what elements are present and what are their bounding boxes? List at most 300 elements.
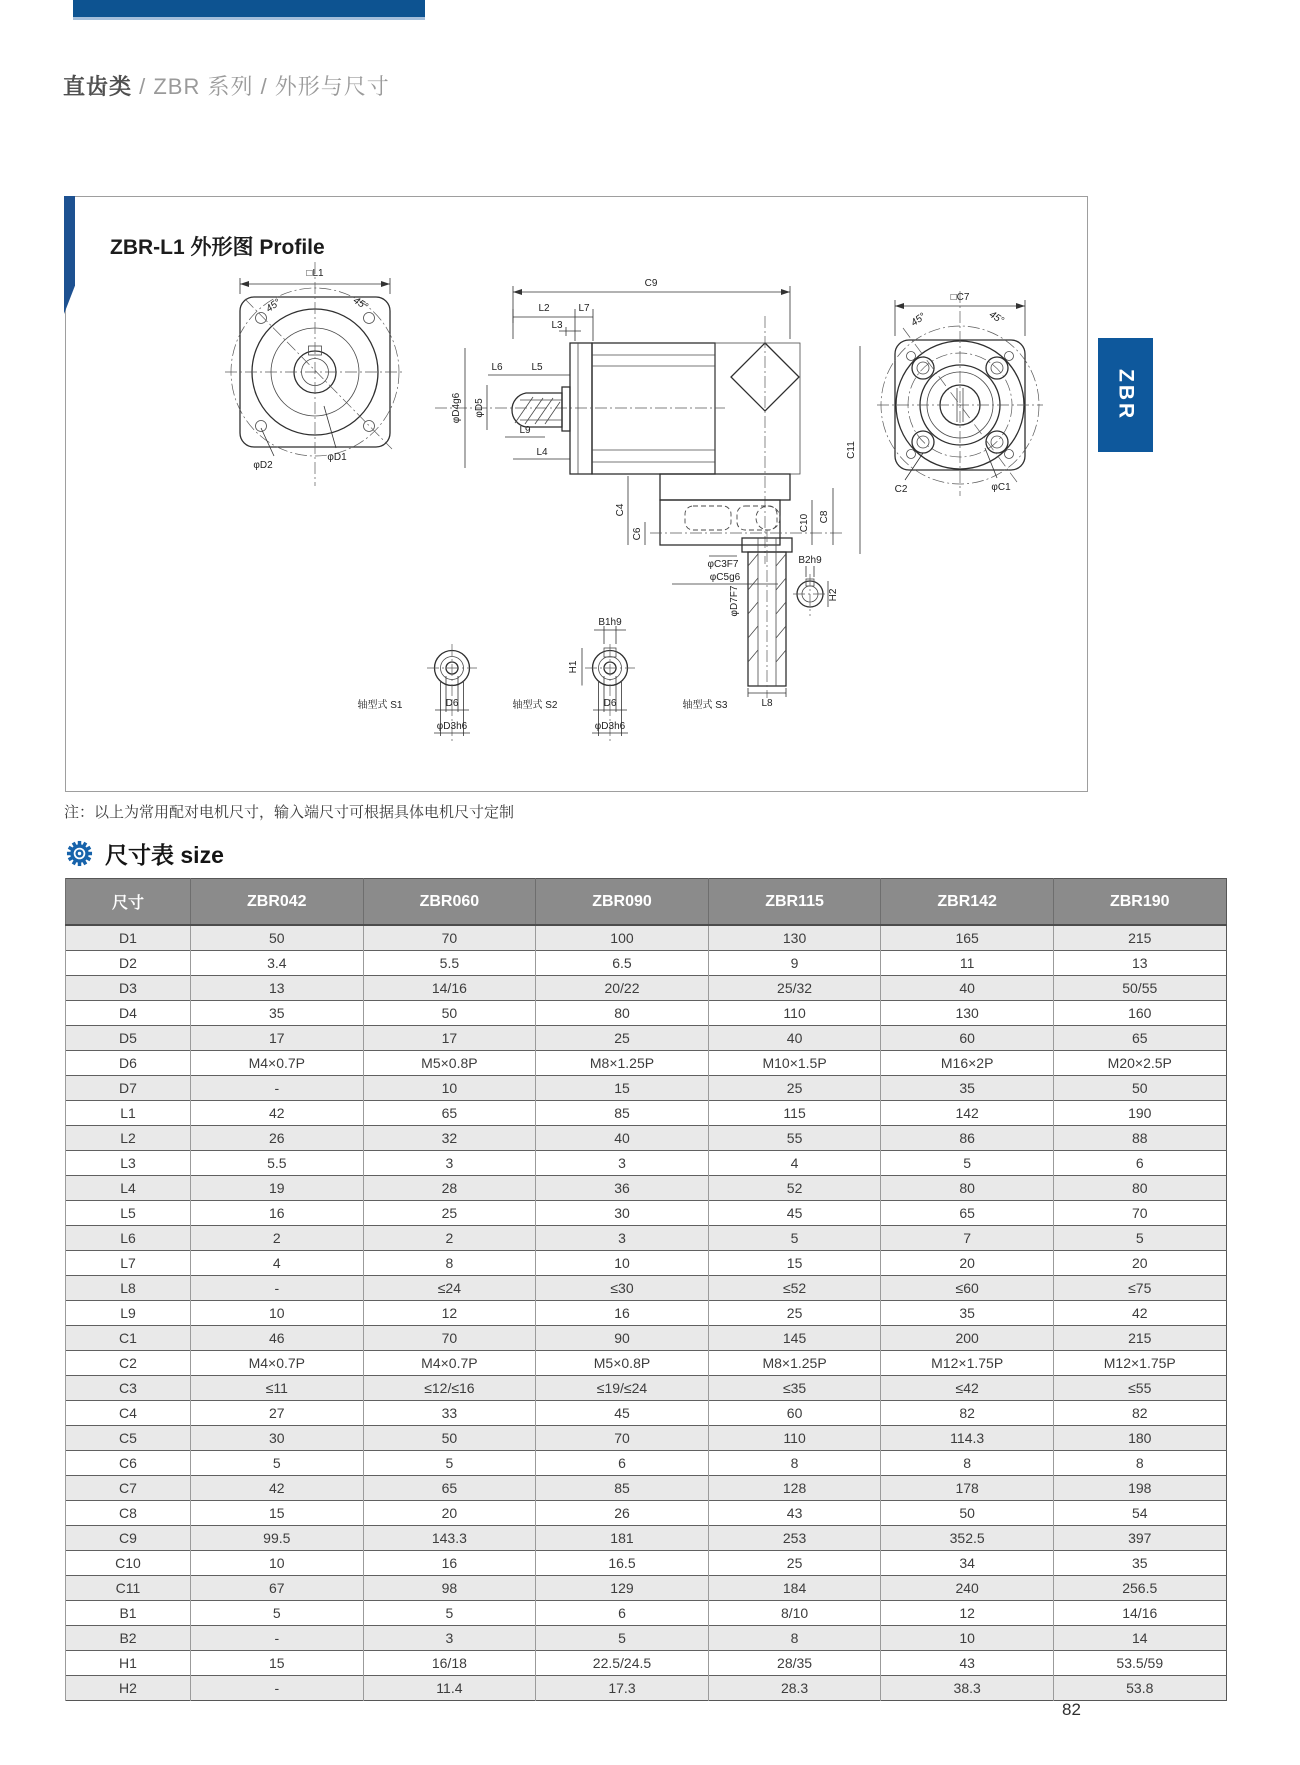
dim-label-d5: φD5 [474, 398, 485, 418]
value-cell: M20×2.5P [1053, 1051, 1226, 1076]
value-cell: ≤55 [1053, 1376, 1226, 1401]
value-cell: 100 [536, 925, 709, 951]
value-cell: 178 [881, 1476, 1054, 1501]
table-row [66, 1101, 1227, 1126]
value-cell: M12×1.75P [1053, 1351, 1226, 1376]
table-row [66, 1551, 1227, 1576]
dim-cell: C7 [66, 1476, 191, 1501]
dim-label-l8: L8 [761, 698, 773, 709]
table-row [66, 1476, 1227, 1501]
table-row [66, 1326, 1227, 1351]
value-cell: 70 [363, 925, 536, 951]
value-cell: 253 [708, 1526, 881, 1551]
value-cell: 256.5 [1053, 1576, 1226, 1601]
dim-cell: C5 [66, 1426, 191, 1451]
table-row [66, 1001, 1227, 1026]
value-cell: ≤30 [536, 1276, 709, 1301]
value-cell: 16 [191, 1201, 364, 1226]
shaft-s2-label: 轴型式 S2 [512, 700, 558, 711]
value-cell: 11.4 [363, 1676, 536, 1701]
dim-cell: L9 [66, 1301, 191, 1326]
value-cell: 6 [1053, 1151, 1226, 1176]
dim-label-l3: L3 [551, 320, 563, 331]
value-cell: 50 [363, 1001, 536, 1026]
table-row [66, 1401, 1227, 1426]
side-view [435, 278, 860, 584]
value-cell: 2 [191, 1226, 364, 1251]
value-cell: 50 [1053, 1076, 1226, 1101]
table-row [66, 1076, 1227, 1101]
value-cell: 8 [881, 1451, 1054, 1476]
table-row [66, 1676, 1227, 1701]
value-cell: 70 [1053, 1201, 1226, 1226]
value-cell: M4×0.7P [191, 1051, 364, 1076]
table-row [66, 1276, 1227, 1301]
value-cell: 130 [881, 1001, 1054, 1026]
value-cell: 17 [191, 1026, 364, 1051]
value-cell: 16/18 [363, 1651, 536, 1676]
value-cell: 12 [363, 1301, 536, 1326]
series-index-tab: ZBR [1098, 338, 1153, 452]
value-cell: 10 [363, 1076, 536, 1101]
value-cell: 8 [708, 1626, 881, 1651]
value-cell: 3 [536, 1151, 709, 1176]
table-row [66, 1451, 1227, 1476]
value-cell: 8/10 [708, 1601, 881, 1626]
value-cell: 215 [1053, 1326, 1226, 1351]
value-cell: 35 [881, 1076, 1054, 1101]
value-cell: 5.5 [363, 951, 536, 976]
size-table-header-row [66, 879, 1227, 926]
value-cell: 85 [536, 1101, 709, 1126]
value-cell: M5×0.8P [363, 1051, 536, 1076]
value-cell: - [191, 1076, 364, 1101]
value-cell: 240 [881, 1576, 1054, 1601]
table-row [66, 1126, 1227, 1151]
value-cell: 65 [363, 1101, 536, 1126]
value-cell: 19 [191, 1176, 364, 1201]
value-cell: 40 [536, 1126, 709, 1151]
value-cell: 190 [1053, 1101, 1226, 1126]
size-table-body [66, 925, 1227, 1701]
value-cell: 53.5/59 [1053, 1651, 1226, 1676]
value-cell: 3 [536, 1226, 709, 1251]
value-cell: 98 [363, 1576, 536, 1601]
column-header: ZBR042 [191, 879, 364, 926]
value-cell: 160 [1053, 1001, 1226, 1026]
dim-cell: C1 [66, 1326, 191, 1351]
value-cell: 52 [708, 1176, 881, 1201]
value-cell: 38.3 [881, 1676, 1054, 1701]
size-section-title: 尺寸表 size [105, 842, 224, 868]
table-row [66, 1526, 1227, 1551]
value-cell: 4 [708, 1151, 881, 1176]
value-cell: 70 [363, 1326, 536, 1351]
value-cell: 200 [881, 1326, 1054, 1351]
value-cell: 10 [191, 1551, 364, 1576]
value-cell: 46 [191, 1326, 364, 1351]
dim-cell: D6 [66, 1051, 191, 1076]
dim-cell: L3 [66, 1151, 191, 1176]
value-cell: 4 [191, 1251, 364, 1276]
table-row [66, 1426, 1227, 1451]
table-row [66, 1626, 1227, 1651]
dim-cell: H1 [66, 1651, 191, 1676]
value-cell: 36 [536, 1176, 709, 1201]
value-cell: 129 [536, 1576, 709, 1601]
value-cell: 65 [363, 1476, 536, 1501]
dim-label-c7: □C7 [950, 292, 970, 303]
shaft-type-s2 [512, 617, 635, 741]
gear-icon [66, 840, 93, 867]
dim-cell: L4 [66, 1176, 191, 1201]
value-cell: 25 [708, 1076, 881, 1101]
value-cell: 25 [708, 1301, 881, 1326]
value-cell: 5 [1053, 1226, 1226, 1251]
value-cell: 11 [881, 951, 1054, 976]
dim-cell: C4 [66, 1401, 191, 1426]
dim-cell: D1 [66, 925, 191, 951]
dim-cell: D7 [66, 1076, 191, 1101]
dim-cell: D2 [66, 951, 191, 976]
value-cell: 5 [363, 1451, 536, 1476]
profile-technical-drawing [65, 196, 1088, 792]
dim-cell: C9 [66, 1526, 191, 1551]
value-cell: 397 [1053, 1526, 1226, 1551]
value-cell: 5.5 [191, 1151, 364, 1176]
value-cell: 33 [363, 1401, 536, 1426]
dim-cell: L2 [66, 1126, 191, 1151]
value-cell: 50 [363, 1426, 536, 1451]
table-row [66, 1176, 1227, 1201]
value-cell: 27 [191, 1401, 364, 1426]
dim-label-c11: C11 [846, 441, 857, 459]
dim-label-c8: C8 [819, 510, 830, 524]
dim-cell: L8 [66, 1276, 191, 1301]
value-cell: M4×0.7P [191, 1351, 364, 1376]
value-cell: 181 [536, 1526, 709, 1551]
value-cell: ≤52 [708, 1276, 881, 1301]
value-cell: 70 [536, 1426, 709, 1451]
value-cell: M8×1.25P [708, 1351, 881, 1376]
value-cell: 88 [1053, 1126, 1226, 1151]
dim-label-angle-right: 45° [351, 295, 370, 313]
dim-label-c3: φC3F7 [707, 559, 739, 570]
dim-label-rear-angle-left: 45° [909, 311, 928, 329]
value-cell: 15 [708, 1251, 881, 1276]
value-cell: 50/55 [1053, 976, 1226, 1001]
value-cell: 17.3 [536, 1676, 709, 1701]
dim-cell: C8 [66, 1501, 191, 1526]
value-cell: 12 [881, 1601, 1054, 1626]
value-cell: M5×0.8P [536, 1351, 709, 1376]
shaft-type-s1 [357, 644, 477, 741]
table-row [66, 1351, 1227, 1376]
breadcrumb [63, 70, 390, 101]
value-cell: - [191, 1676, 364, 1701]
dim-cell: L7 [66, 1251, 191, 1276]
dim-label-l4: L4 [536, 447, 548, 458]
dim-cell: H2 [66, 1676, 191, 1701]
dim-label-l7: L7 [578, 303, 590, 314]
table-row [66, 1226, 1227, 1251]
dim-label-angle-left: 45° [264, 297, 283, 315]
dim-cell: B1 [66, 1601, 191, 1626]
dim-label-l5: L5 [531, 362, 543, 373]
value-cell: 16 [363, 1551, 536, 1576]
value-cell: 130 [708, 925, 881, 951]
value-cell: ≤11 [191, 1376, 364, 1401]
value-cell: 42 [191, 1101, 364, 1126]
value-cell: M8×1.25P [536, 1051, 709, 1076]
size-section-heading [66, 837, 224, 870]
value-cell: 45 [708, 1201, 881, 1226]
dim-cell: C11 [66, 1576, 191, 1601]
value-cell: 82 [881, 1401, 1054, 1426]
value-cell: 215 [1053, 925, 1226, 951]
value-cell: M10×1.5P [708, 1051, 881, 1076]
dim-column-header: 尺寸 [66, 879, 191, 926]
value-cell: M12×1.75P [881, 1351, 1054, 1376]
dim-label-d1: φD1 [327, 452, 347, 463]
value-cell: 6.5 [536, 951, 709, 976]
value-cell: 42 [191, 1476, 364, 1501]
shaft-s3-label: 轴型式 S3 [682, 700, 728, 711]
value-cell: 28 [363, 1176, 536, 1201]
value-cell: 60 [708, 1401, 881, 1426]
profile-note: 注：以上为常用配对电机尺寸，输入端尺寸可根据具体电机尺寸定制 [64, 804, 515, 821]
value-cell: 114.3 [881, 1426, 1054, 1451]
dim-label-l6: L6 [491, 362, 503, 373]
dim-cell: D3 [66, 976, 191, 1001]
column-header: ZBR115 [708, 879, 881, 926]
column-header: ZBR190 [1053, 879, 1226, 926]
value-cell: 110 [708, 1426, 881, 1451]
value-cell: 110 [708, 1001, 881, 1026]
value-cell: 2 [363, 1226, 536, 1251]
value-cell: 14 [1053, 1626, 1226, 1651]
value-cell: 7 [881, 1226, 1054, 1251]
dim-label-l1: □L1 [306, 268, 324, 279]
value-cell: - [191, 1276, 364, 1301]
breadcrumb-category: 直齿类 [63, 74, 133, 99]
value-cell: 15 [191, 1501, 364, 1526]
value-cell: 180 [1053, 1426, 1226, 1451]
table-row [66, 1376, 1227, 1401]
value-cell: 6 [536, 1601, 709, 1626]
dim-cell: C3 [66, 1376, 191, 1401]
value-cell: 80 [1053, 1176, 1226, 1201]
value-cell: 82 [1053, 1401, 1226, 1426]
dim-cell: C6 [66, 1451, 191, 1476]
value-cell: 10 [536, 1251, 709, 1276]
dim-cell: D4 [66, 1001, 191, 1026]
table-row [66, 1251, 1227, 1276]
value-cell: 35 [881, 1301, 1054, 1326]
value-cell: 3.4 [191, 951, 364, 976]
table-row [66, 1151, 1227, 1176]
value-cell: 40 [708, 1026, 881, 1051]
profile-title: ZBR-L1 外形图 Profile [110, 236, 325, 259]
table-row [66, 1651, 1227, 1676]
value-cell: 20 [881, 1251, 1054, 1276]
value-cell: 20/22 [536, 976, 709, 1001]
value-cell: 50 [881, 1501, 1054, 1526]
value-cell: 165 [881, 925, 1054, 951]
column-header: ZBR060 [363, 879, 536, 926]
front-view [225, 262, 405, 486]
value-cell: 35 [1053, 1551, 1226, 1576]
value-cell: 8 [1053, 1451, 1226, 1476]
table-row [66, 1026, 1227, 1051]
size-table-wrap [65, 878, 1226, 1701]
value-cell: 40 [881, 976, 1054, 1001]
column-header: ZBR142 [881, 879, 1054, 926]
value-cell: 15 [191, 1651, 364, 1676]
value-cell: 55 [708, 1126, 881, 1151]
dim-cell: D5 [66, 1026, 191, 1051]
page-number: 82 [1062, 1700, 1081, 1719]
value-cell: 6 [536, 1451, 709, 1476]
shaft-s1-label: 轴型式 S1 [357, 700, 403, 711]
value-cell: 10 [881, 1626, 1054, 1651]
value-cell: 128 [708, 1476, 881, 1501]
value-cell: 17 [363, 1026, 536, 1051]
value-cell: 42 [1053, 1301, 1226, 1326]
value-cell: 43 [708, 1501, 881, 1526]
value-cell: 28/35 [708, 1651, 881, 1676]
value-cell: 28.3 [708, 1676, 881, 1701]
table-row [66, 976, 1227, 1001]
value-cell: 20 [363, 1501, 536, 1526]
value-cell: 25/32 [708, 976, 881, 1001]
dim-label-c9: C9 [644, 278, 658, 289]
value-cell: 8 [708, 1451, 881, 1476]
value-cell: 67 [191, 1576, 364, 1601]
value-cell: 65 [1053, 1026, 1226, 1051]
value-cell: 26 [191, 1126, 364, 1151]
value-cell: 30 [536, 1201, 709, 1226]
value-cell: - [191, 1626, 364, 1651]
top-accent-bar [73, 0, 425, 20]
value-cell: 86 [881, 1126, 1054, 1151]
value-cell: M16×2P [881, 1051, 1054, 1076]
dim-label-h2: H2 [828, 588, 839, 602]
value-cell: 5 [191, 1601, 364, 1626]
shaft-type-s3 [682, 530, 839, 711]
value-cell: 25 [708, 1551, 881, 1576]
value-cell: 25 [363, 1201, 536, 1226]
value-cell: ≤35 [708, 1376, 881, 1401]
value-cell: 10 [191, 1301, 364, 1326]
value-cell: 16 [536, 1301, 709, 1326]
value-cell: 50 [191, 925, 364, 951]
dim-label-c4: C4 [615, 503, 626, 517]
value-cell: 65 [881, 1201, 1054, 1226]
dim-label-c2: C2 [894, 484, 908, 495]
value-cell: 16.5 [536, 1551, 709, 1576]
value-cell: 85 [536, 1476, 709, 1501]
dim-label-d7: φD7F7 [729, 585, 740, 617]
dim-label-b1: B1h9 [598, 617, 622, 628]
dim-label-c1: φC1 [991, 482, 1011, 493]
value-cell: ≤75 [1053, 1276, 1226, 1301]
value-cell: 5 [363, 1601, 536, 1626]
dim-label-rear-angle-right: 45° [986, 309, 1006, 327]
dim-label-d4: φD4g6 [451, 392, 462, 424]
value-cell: 34 [881, 1551, 1054, 1576]
value-cell: 15 [536, 1076, 709, 1101]
value-cell: 115 [708, 1101, 881, 1126]
value-cell: 8 [363, 1251, 536, 1276]
dim-label-b2: B2h9 [798, 555, 822, 566]
value-cell: 20 [1053, 1251, 1226, 1276]
dim-label-s1-d3: φD3h6 [436, 721, 468, 732]
dim-cell: L5 [66, 1201, 191, 1226]
value-cell: 80 [881, 1176, 1054, 1201]
table-row [66, 951, 1227, 976]
dim-label-d2: φD2 [253, 460, 273, 471]
value-cell: 13 [191, 976, 364, 1001]
value-cell: ≤19/≤24 [536, 1376, 709, 1401]
dim-label-c10: C10 [799, 513, 810, 533]
dim-label-l9: L9 [519, 425, 531, 436]
dim-label-s2-d3: φD3h6 [594, 721, 626, 732]
value-cell: 5 [191, 1451, 364, 1476]
value-cell: M4×0.7P [363, 1351, 536, 1376]
value-cell: 13 [1053, 951, 1226, 976]
value-cell: 143.3 [363, 1526, 536, 1551]
table-row [66, 1301, 1227, 1326]
dim-label-s1-d6: D6 [445, 698, 459, 709]
value-cell: 30 [191, 1426, 364, 1451]
table-row [66, 1501, 1227, 1526]
value-cell: 43 [881, 1651, 1054, 1676]
value-cell: ≤24 [363, 1276, 536, 1301]
rear-view [877, 291, 1043, 496]
dim-label-l2: L2 [538, 303, 550, 314]
value-cell: 99.5 [191, 1526, 364, 1551]
value-cell: ≤42 [881, 1376, 1054, 1401]
column-header: ZBR090 [536, 879, 709, 926]
size-table [65, 878, 1227, 1701]
value-cell: 5 [708, 1226, 881, 1251]
dim-cell: L6 [66, 1226, 191, 1251]
value-cell: ≤60 [881, 1276, 1054, 1301]
value-cell: 45 [536, 1401, 709, 1426]
value-cell: 184 [708, 1576, 881, 1601]
dim-label-c5: φC5g6 [709, 572, 741, 583]
value-cell: 53.8 [1053, 1676, 1226, 1701]
value-cell: 145 [708, 1326, 881, 1351]
value-cell: 80 [536, 1001, 709, 1026]
table-row [66, 925, 1227, 951]
value-cell: 22.5/24.5 [536, 1651, 709, 1676]
value-cell: 198 [1053, 1476, 1226, 1501]
dim-label-h1: H1 [568, 660, 579, 674]
value-cell: 5 [536, 1626, 709, 1651]
value-cell: ≤12/≤16 [363, 1376, 536, 1401]
table-row [66, 1576, 1227, 1601]
value-cell: 26 [536, 1501, 709, 1526]
value-cell: 90 [536, 1326, 709, 1351]
table-row [66, 1201, 1227, 1226]
value-cell: 352.5 [881, 1526, 1054, 1551]
value-cell: 60 [881, 1026, 1054, 1051]
table-row [66, 1051, 1227, 1076]
breadcrumb-rest: / ZBR 系列 / 外形与尺寸 [132, 74, 390, 99]
dim-label-c6: C6 [632, 527, 643, 541]
